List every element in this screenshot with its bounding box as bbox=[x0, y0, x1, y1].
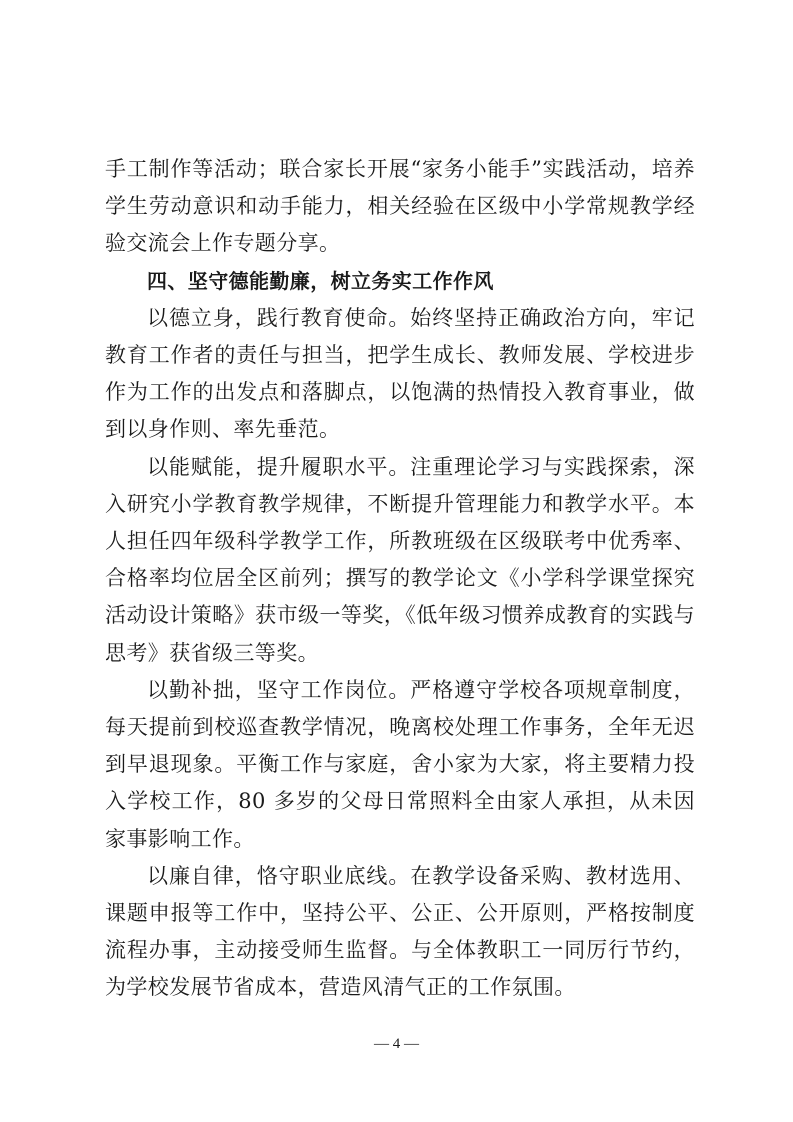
paragraph-continuation: 手工制作等活动；联合家长开展“家务小能手”实践活动，培养学生劳动意识和动手能力，相关经验在区级中小学常规教学经验交流会上作专题分享。 bbox=[105, 157, 695, 256]
paragraph-honesty: 以廉自律，恪守职业底线。在教学设备采购、教材选用、课题申报等工作中，坚持公平、公正、公开原则，严格按制度流程办事，主动接受师生监督。与全体教职工一同厉行节约，为学校发展节省成本，营造风清气正的工作氛围。 bbox=[105, 863, 695, 1000]
paragraph-ability: 以能赋能，提升履职水平。注重理论学习与实践探索，深入研究小学教育教学规律，不断提升管理能力和教学水平。本人担任四年级科学教学工作，所教班级在区级联考中优秀率、合格率均位居全区前列；撰写的教学论文《小学科学课堂探究活动设计策略》获市级一等奖，《低年级习惯养成教育的实践与思考》获省级三等奖。 bbox=[105, 454, 695, 665]
paragraph-integrity: 以德立身，践行教育使命。始终坚持正确政治方向，牢记教育工作者的责任与担当，把学生成长、教师发展、学校进步作为工作的出发点和落脚点，以饱满的热情投入教育事业，做到以身作则、率先垂范。 bbox=[105, 305, 695, 442]
section-heading: 四、坚守德能勤廉，树立务实工作作风 bbox=[147, 268, 494, 293]
document-body bbox=[105, 151, 695, 1007]
page-number: — 4 — bbox=[374, 1036, 419, 1052]
paragraph-diligence: 以勤补拙，坚守工作岗位。严格遵守学校各项规章制度，每天提前到校巡查教学情况，晚离校处理工作事务，全年无迟到早退现象。平衡工作与家庭，舍小家为大家，将主要精力投入学校工作，80 多岁的父母日常照料全由家人承担，从未因家事影响工作。 bbox=[105, 677, 695, 851]
